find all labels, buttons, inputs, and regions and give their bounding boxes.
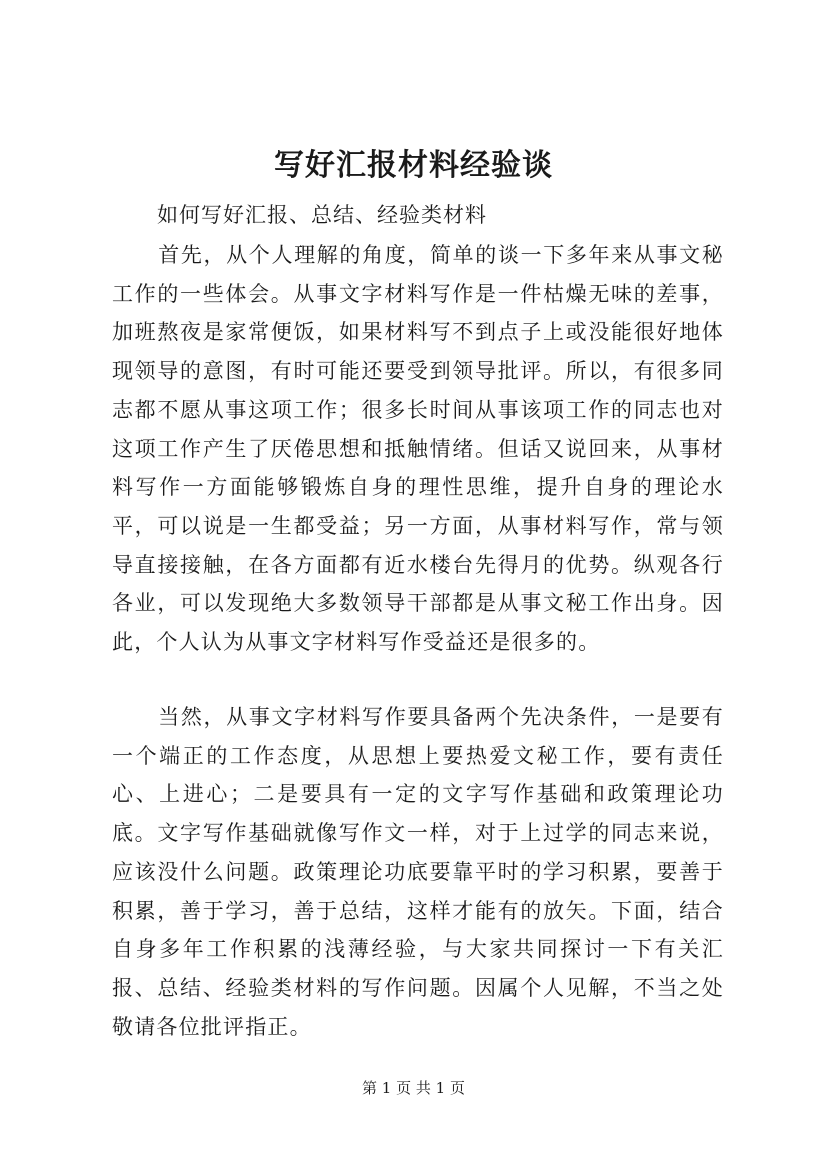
body-paragraph: 首先，从个人理解的角度，简单的谈一下多年来从事文秘工作的一些体会。从事文字材料写作是一件枯燥无味的差事，加班熬夜是家常便饭，如果材料写不到点子上或没能很好地体现领导的意图，有时可能还要受到领导批评。所以，有很多同志都不愿从事这项工作；很多长时间从事该项工作的同志也对这项工作产生了厌倦思想和抵触情绪。但话又说回来，从事材料写作一方面能够锻炼自身的理性思维，提升自身的理论水平，可以说是一生都受益；另一方面，从事材料写作，常与领导直接接触，在各方面都有近水楼台先得月的优势。纵观各行各业，可以发现绝大多数领导干部都是从事文秘工作出身。因此，个人认为从事文字材料写作受益还是很多的。 — [112, 243, 724, 655]
document-subtitle: 如何写好汇报、总结、经验类材料 — [157, 203, 487, 227]
document-title: 写好汇报材料经验谈 — [274, 148, 553, 183]
body-paragraph: 当然，从事文字材料写作要具备两个先决条件，一是要有一个端正的工作态度，从思想上要热爱文秘工作，要有责任心、上进心；二是要具有一定的文字写作基础和政策理论功底。文字写作基础就像写作文一样，对于上过学的同志来说，应该没什么问题。政策理论功底要靠平时的学习积累，要善于积累，善于学习，善于总结，这样才能有的放矢。下面，结合自身多年工作积累的浅薄经验，与大家共同探讨一下有关汇报、总结、经验类材料的写作问题。因属个人见解，不当之处敬请各位批评指正。 — [112, 705, 724, 1039]
body-paragraph-block-2 — [112, 698, 724, 1046]
body-paragraph-block-1 — [112, 236, 724, 662]
page-footer: 第 1 页 共 1 页 — [362, 1079, 465, 1097]
